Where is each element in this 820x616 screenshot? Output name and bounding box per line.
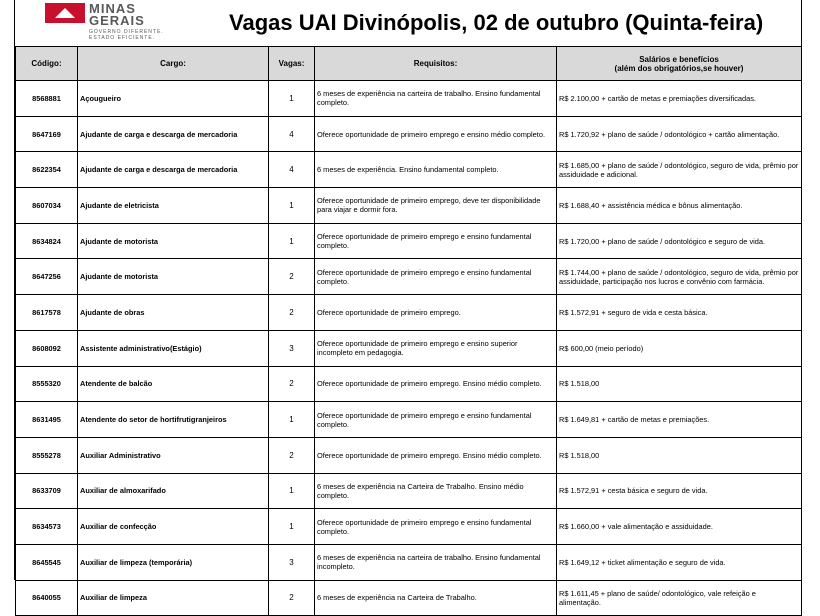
cell-salario: R$ 1.660,00 + vale alimentação e assiduidade. bbox=[557, 509, 802, 545]
table-row bbox=[16, 223, 802, 259]
cell-codigo: 8622354 bbox=[16, 152, 78, 188]
cell-codigo: 8634824 bbox=[16, 223, 78, 259]
cell-vagas: 4 bbox=[269, 152, 315, 188]
cell-requisitos: Oferece oportunidade de primeiro emprego e ensino fundamental completo. bbox=[315, 402, 557, 438]
cell-vagas: 1 bbox=[269, 473, 315, 509]
cell-vagas: 1 bbox=[269, 402, 315, 438]
cell-salario: R$ 1.518,00 bbox=[557, 366, 802, 402]
cell-cargo: Auxiliar de limpeza bbox=[78, 580, 269, 616]
column-header-requisitos: Requisitos: bbox=[315, 47, 557, 81]
cell-vagas: 2 bbox=[269, 437, 315, 473]
table-row bbox=[16, 366, 802, 402]
cell-cargo: Ajudante de carga e descarga de mercadoria bbox=[78, 152, 269, 188]
cell-codigo: 8555320 bbox=[16, 366, 78, 402]
table-row bbox=[16, 509, 802, 545]
page-title: Vagas UAI Divinópolis, 02 de outubro (Quinta-feira) bbox=[229, 10, 764, 35]
cell-requisitos: Oferece oportunidade de primeiro emprego e ensino fundamental completo. bbox=[315, 259, 557, 295]
cell-cargo: Açougueiro bbox=[78, 81, 269, 117]
logo-text-line1: MINAS bbox=[89, 1, 136, 16]
cell-requisitos: 6 meses de experiência na carteira de trabalho. Ensino fundamental completo. bbox=[315, 81, 557, 117]
cell-codigo: 8607034 bbox=[16, 188, 78, 224]
table-row bbox=[16, 81, 802, 117]
cell-vagas: 2 bbox=[269, 580, 315, 616]
cell-salario: R$ 1.572,91 + seguro de vida e cesta básica. bbox=[557, 295, 802, 331]
cell-salario: R$ 1.649,81 + cartão de metas e premiações. bbox=[557, 402, 802, 438]
cell-salario: R$ 1.685,00 + plano de saúde / odontológico, seguro de vida, prêmio por assiduidade e adicional. bbox=[557, 152, 802, 188]
cell-requisitos: Oferece oportunidade de primeiro emprego, deve ter disponibilidade para viajar e dormir fora. bbox=[315, 188, 557, 224]
job-listing-page bbox=[14, 0, 802, 607]
table-row bbox=[16, 544, 802, 580]
cell-salario: R$ 1.688,40 + assistência médica e bônus alimentação. bbox=[557, 188, 802, 224]
cell-codigo: 8608092 bbox=[16, 330, 78, 366]
cell-salario: R$ 1.572,91 + cesta básica e seguro de vida. bbox=[557, 473, 802, 509]
page-header bbox=[15, 0, 801, 47]
cell-requisitos: Oferece oportunidade de primeiro emprego e ensino fundamental completo. bbox=[315, 509, 557, 545]
table-row bbox=[16, 330, 802, 366]
table-row bbox=[16, 116, 802, 152]
table-row bbox=[16, 473, 802, 509]
logo-tagline-2: ESTADO EFICIENTE. bbox=[89, 35, 156, 41]
cell-vagas: 1 bbox=[269, 509, 315, 545]
cell-codigo: 8645545 bbox=[16, 544, 78, 580]
table-row bbox=[16, 580, 802, 616]
table-row bbox=[16, 188, 802, 224]
table-row bbox=[16, 437, 802, 473]
logo-tagline-1: GOVERNO DIFERENTE. bbox=[89, 29, 164, 35]
column-header-salarios-line1: Salários e benefícios bbox=[639, 54, 719, 64]
cell-cargo: Assistente administrativo(Estágio) bbox=[78, 330, 269, 366]
cell-cargo: Ajudante de eletricista bbox=[78, 188, 269, 224]
cell-cargo: Auxiliar Administrativo bbox=[78, 437, 269, 473]
cell-salario: R$ 600,00 (meio período) bbox=[557, 330, 802, 366]
cell-requisitos: Oferece oportunidade de primeiro emprego e ensino médio completo. bbox=[315, 116, 557, 152]
cell-codigo: 8617578 bbox=[16, 295, 78, 331]
cell-codigo: 8640055 bbox=[16, 580, 78, 616]
cell-salario: R$ 1.720,92 + plano de saúde / odontológico + cartão alimentação. bbox=[557, 116, 802, 152]
cell-cargo: Auxiliar de limpeza (temporária) bbox=[78, 544, 269, 580]
cell-salario: R$ 1.649,12 + ticket alimentação e seguro de vida. bbox=[557, 544, 802, 580]
cell-cargo: Auxiliar de almoxarifado bbox=[78, 473, 269, 509]
cell-vagas: 2 bbox=[269, 259, 315, 295]
cell-cargo: Atendente de balcão bbox=[78, 366, 269, 402]
cell-requisitos: Oferece oportunidade de primeiro emprego. Ensino médio completo. bbox=[315, 366, 557, 402]
cell-salario: R$ 1.744,00 + plano de saúde / odontológico, seguro de vida, prêmio por assiduidade, participação nos lucros e convênio com farmácia. bbox=[557, 259, 802, 295]
column-header-codigo: Código: bbox=[16, 47, 78, 81]
cell-requisitos: 6 meses de experiência na Carteira de Trabalho. bbox=[315, 580, 557, 616]
logo-mark-icon bbox=[45, 3, 85, 23]
cell-salario: R$ 2.100,00 + cartão de metas e premiações diversificadas. bbox=[557, 81, 802, 117]
cell-codigo: 8568881 bbox=[16, 81, 78, 117]
table-row bbox=[16, 259, 802, 295]
cell-cargo: Atendente do setor de hortifrutigranjeiros bbox=[78, 402, 269, 438]
cell-vagas: 1 bbox=[269, 188, 315, 224]
cell-requisitos: Oferece oportunidade de primeiro emprego. Ensino médio completo. bbox=[315, 437, 557, 473]
cell-cargo: Ajudante de carga e descarga de mercadoria bbox=[78, 116, 269, 152]
table-row bbox=[16, 152, 802, 188]
cell-codigo: 8631495 bbox=[16, 402, 78, 438]
cell-cargo: Auxiliar de confecção bbox=[78, 509, 269, 545]
cell-salario: R$ 1.720,00 + plano de saúde / odontológico e seguro de vida. bbox=[557, 223, 802, 259]
cell-vagas: 3 bbox=[269, 544, 315, 580]
cell-vagas: 2 bbox=[269, 295, 315, 331]
table-row bbox=[16, 402, 802, 438]
cell-cargo: Ajudante de obras bbox=[78, 295, 269, 331]
cell-salario: R$ 1.611,45 + plano de saúde/ odontológico, vale refeição e alimentação. bbox=[557, 580, 802, 616]
cell-codigo: 8647169 bbox=[16, 116, 78, 152]
job-table bbox=[15, 46, 802, 616]
cell-vagas: 4 bbox=[269, 116, 315, 152]
cell-cargo: Ajudante de motorista bbox=[78, 259, 269, 295]
cell-requisitos: 6 meses de experiência. Ensino fundamental completo. bbox=[315, 152, 557, 188]
column-header-salarios-line2: (além dos obrigatórios,se houver) bbox=[614, 63, 744, 73]
cell-vagas: 1 bbox=[269, 223, 315, 259]
table-row bbox=[16, 295, 802, 331]
cell-requisitos: Oferece oportunidade de primeiro emprego e ensino superior incompleto em pedagogia. bbox=[315, 330, 557, 366]
logo-text-line2: GERAIS bbox=[89, 13, 145, 28]
cell-requisitos: 6 meses de experiência na carteira de trabalho. Ensino fundamental incompleto. bbox=[315, 544, 557, 580]
column-header-cargo: Cargo: bbox=[78, 47, 269, 81]
cell-codigo: 8634573 bbox=[16, 509, 78, 545]
cell-salario: R$ 1.518,00 bbox=[557, 437, 802, 473]
column-header-salarios bbox=[557, 47, 802, 81]
table-header-row bbox=[16, 47, 802, 81]
cell-codigo: 8633709 bbox=[16, 473, 78, 509]
cell-vagas: 3 bbox=[269, 330, 315, 366]
cell-codigo: 8555278 bbox=[16, 437, 78, 473]
cell-requisitos: 6 meses de experiência na Carteira de Trabalho. Ensino médio completo. bbox=[315, 473, 557, 509]
cell-requisitos: Oferece oportunidade de primeiro emprego e ensino fundamental completo. bbox=[315, 223, 557, 259]
cell-vagas: 2 bbox=[269, 366, 315, 402]
cell-cargo: Ajudante de motorista bbox=[78, 223, 269, 259]
cell-requisitos: Oferece oportunidade de primeiro emprego. bbox=[315, 295, 557, 331]
minas-gerais-logo bbox=[45, 2, 185, 42]
column-header-vagas: Vagas: bbox=[269, 47, 315, 81]
cell-codigo: 8647256 bbox=[16, 259, 78, 295]
cell-vagas: 1 bbox=[269, 81, 315, 117]
